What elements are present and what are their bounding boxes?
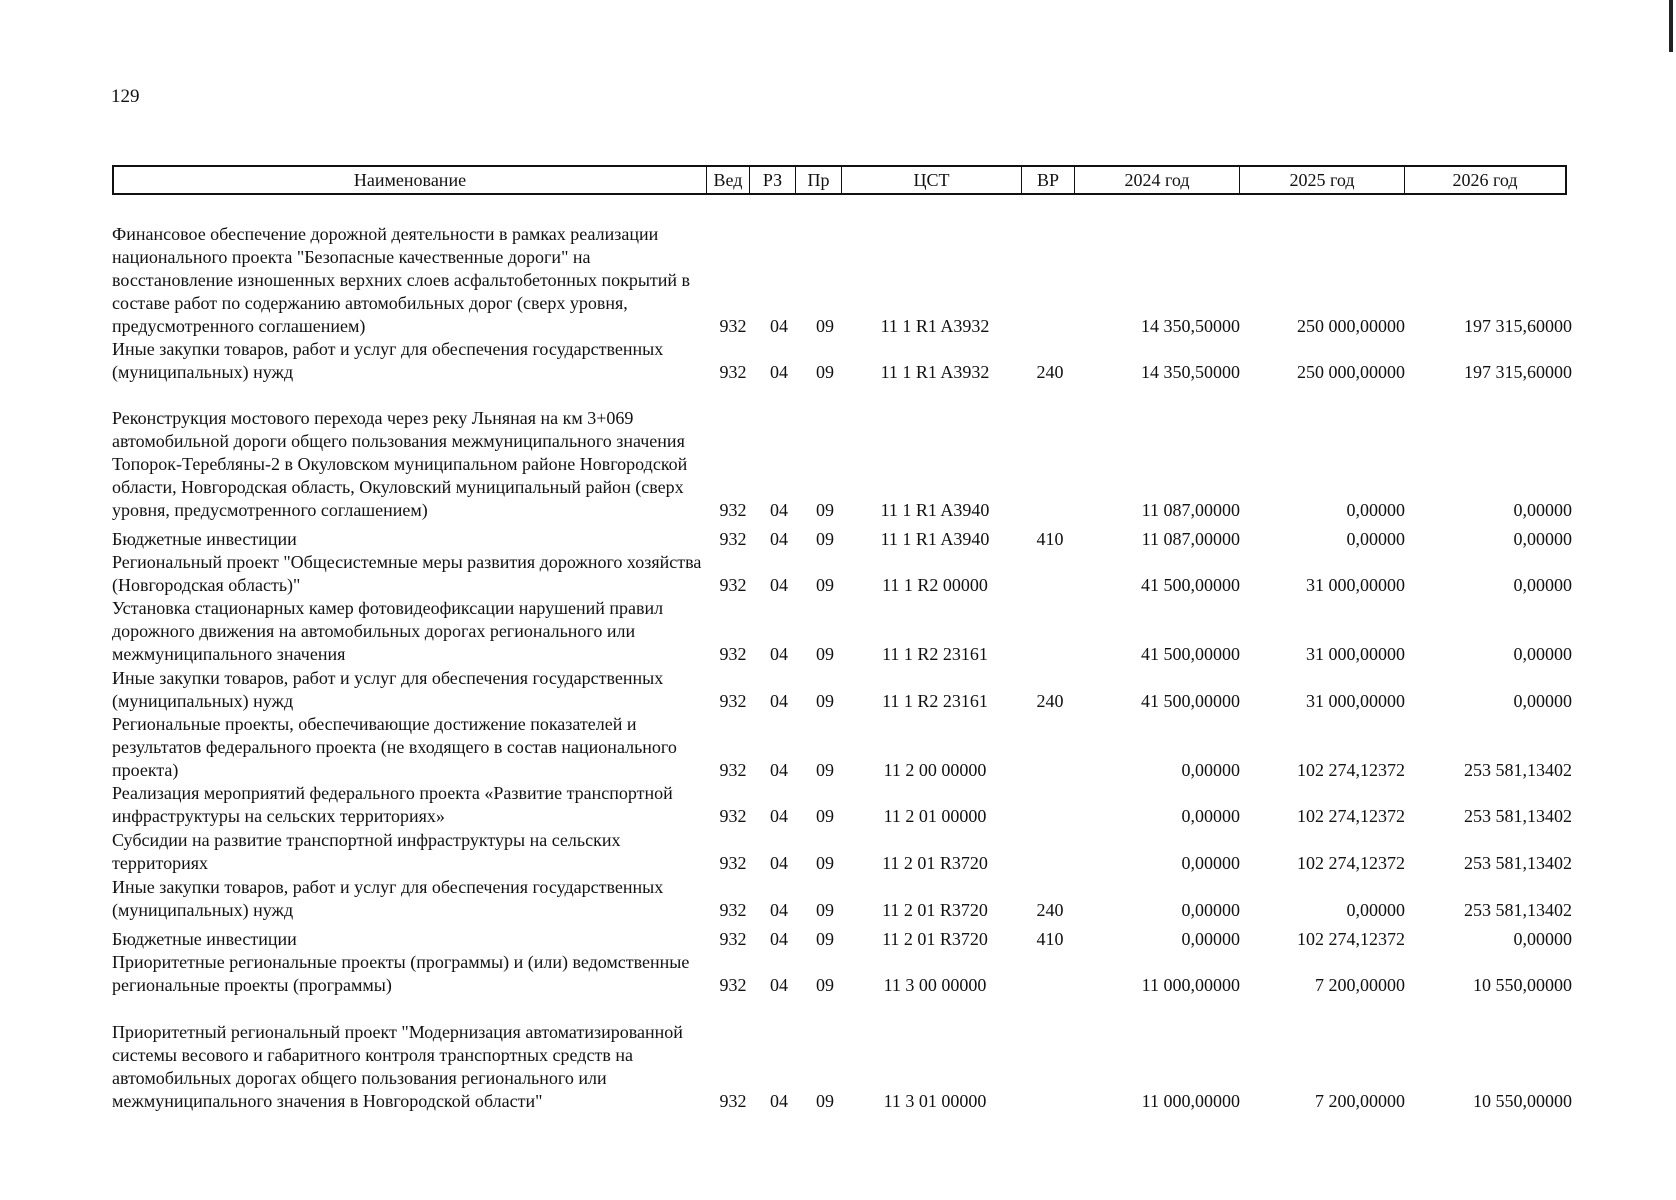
table-row <box>0 666 1676 713</box>
cell-rz: 04 <box>770 900 788 920</box>
table-row <box>0 522 1676 551</box>
table-row <box>0 200 1676 338</box>
header-ved: Вед <box>707 167 750 193</box>
cell-2026: 197 315,60000 <box>1464 362 1572 382</box>
header-vr: ВР <box>1022 167 1075 193</box>
cell-2026: 253 581,13402 <box>1464 760 1572 780</box>
cell-cst: 11 2 01 R3720 <box>882 900 988 920</box>
cell-ved: 932 <box>719 900 747 920</box>
cell-pr: 09 <box>816 853 834 873</box>
row-name: Установка стационарных камер фотовидеофиксации нарушений правил дорожного движения на автомобильных дорогах регионального или межмуниципального значения <box>112 598 664 664</box>
cell-2024: 11 000,00000 <box>1141 975 1240 995</box>
cell-2026: 0,00000 <box>1513 691 1572 711</box>
cell-ved: 932 <box>719 929 747 949</box>
cell-pr: 09 <box>816 529 834 549</box>
cell-2026: 10 550,00000 <box>1473 1091 1572 1111</box>
cell-rz: 04 <box>770 362 788 382</box>
cell-vr: 410 <box>1036 529 1064 549</box>
cell-2024: 11 000,00000 <box>1141 1091 1240 1111</box>
cell-2024: 11 087,00000 <box>1141 529 1240 549</box>
cell-pr: 09 <box>816 691 834 711</box>
header-pr: Пр <box>796 167 842 193</box>
header-rz: РЗ <box>750 167 796 193</box>
cell-rz: 04 <box>770 975 788 995</box>
cell-2026: 253 581,13402 <box>1464 853 1572 873</box>
cell-2024: 0,00000 <box>1181 929 1240 949</box>
table-row <box>0 713 1676 782</box>
table-row <box>0 875 1676 922</box>
table-row <box>0 782 1676 828</box>
cell-rz: 04 <box>770 500 788 520</box>
cell-pr: 09 <box>816 975 834 995</box>
cell-2026: 0,00000 <box>1513 529 1572 549</box>
cell-rz: 04 <box>770 806 788 826</box>
header-cst: ЦСТ <box>842 167 1022 193</box>
cell-cst: 11 1 R1 A3932 <box>880 316 990 336</box>
cell-cst: 11 2 01 R3720 <box>882 853 988 873</box>
cell-2026: 197 315,60000 <box>1464 316 1572 336</box>
header-2024: 2024 год <box>1075 167 1240 193</box>
row-name: Региональные проекты, обеспечивающие достижение показателей и результатов федерального проекта (не входящего в состав национального проекта) <box>112 714 677 780</box>
cell-cst: 11 2 01 R3720 <box>882 929 988 949</box>
row-name: Региональный проект "Общесистемные меры развития дорожного хозяйства (Новгородская область)" <box>112 552 702 595</box>
cell-pr: 09 <box>816 362 834 382</box>
cell-2025: 7 200,00000 <box>1315 975 1405 995</box>
cell-ved: 932 <box>719 362 747 382</box>
table-row <box>0 997 1676 1113</box>
header-name: Наименование <box>114 167 707 193</box>
cell-cst: 11 3 00 00000 <box>883 975 987 995</box>
row-name: Финансовое обеспечение дорожной деятельности в рамках реализации национального проекта "Безопасные качественные дороги" на восстановление изношенных верхних слоев асфальтобетонных покрытий в составе работ по содержанию автомобильных дорог (сверх уровня, предусмотренного соглашением) <box>112 224 691 336</box>
row-name: Бюджетные инвестиции <box>112 929 297 949</box>
row-name: Иные закупки товаров, работ и услуг для обеспечения государственных (муниципальных) нужд <box>112 668 664 711</box>
row-name: Иные закупки товаров, работ и услуг для обеспечения государственных (муниципальных) нужд <box>112 877 664 920</box>
cell-cst: 11 1 R2 23161 <box>882 691 988 711</box>
cell-cst: 11 3 01 00000 <box>883 1091 987 1111</box>
cell-2024: 14 350,50000 <box>1141 362 1240 382</box>
row-name: Иные закупки товаров, работ и услуг для обеспечения государственных (муниципальных) нужд <box>112 339 664 382</box>
header-2025: 2025 год <box>1240 167 1405 193</box>
cell-cst: 11 1 R2 00000 <box>882 575 988 595</box>
cell-2025: 31 000,00000 <box>1306 691 1405 711</box>
cell-2026: 0,00000 <box>1513 575 1572 595</box>
cell-2026: 10 550,00000 <box>1473 975 1572 995</box>
cell-vr: 240 <box>1036 900 1064 920</box>
cell-cst: 11 1 R2 23161 <box>882 644 988 664</box>
cell-2024: 41 500,00000 <box>1141 691 1240 711</box>
cell-cst: 11 1 R1 A3932 <box>880 362 990 382</box>
cell-rz: 04 <box>770 1091 788 1111</box>
cell-2026: 0,00000 <box>1513 929 1572 949</box>
cell-pr: 09 <box>816 500 834 520</box>
cell-2025: 0,00000 <box>1346 529 1405 549</box>
cell-ved: 932 <box>719 691 747 711</box>
cell-2025: 102 274,12372 <box>1297 760 1405 780</box>
cell-2025: 102 274,12372 <box>1297 853 1405 873</box>
cell-vr: 240 <box>1036 691 1064 711</box>
cell-2026: 253 581,13402 <box>1464 806 1572 826</box>
cell-cst: 11 2 00 00000 <box>883 760 987 780</box>
cell-rz: 04 <box>770 529 788 549</box>
cell-pr: 09 <box>816 929 834 949</box>
cell-2024: 41 500,00000 <box>1141 575 1240 595</box>
table-row <box>0 951 1676 997</box>
cell-2025: 250 000,00000 <box>1297 316 1405 336</box>
cell-2025: 102 274,12372 <box>1297 929 1405 949</box>
cell-ved: 932 <box>719 853 747 873</box>
cell-2026: 253 581,13402 <box>1464 900 1572 920</box>
cell-ved: 932 <box>719 760 747 780</box>
cell-2025: 31 000,00000 <box>1306 644 1405 664</box>
cell-ved: 932 <box>719 806 747 826</box>
cell-2025: 250 000,00000 <box>1297 362 1405 382</box>
cell-ved: 932 <box>719 975 747 995</box>
cell-ved: 932 <box>719 529 747 549</box>
table-row <box>0 338 1676 384</box>
table-row <box>0 922 1676 951</box>
row-name: Приоритетные региональные проекты (программы) и (или) ведомственные региональные проекты (программы) <box>112 952 690 995</box>
cell-2024: 0,00000 <box>1181 760 1240 780</box>
cell-pr: 09 <box>816 316 834 336</box>
cell-2025: 0,00000 <box>1346 900 1405 920</box>
cell-rz: 04 <box>770 316 788 336</box>
cell-vr: 240 <box>1036 362 1064 382</box>
table-row <box>0 384 1676 522</box>
row-name: Реализация мероприятий федерального проекта «Развитие транспортной инфраструктуры на сельских территориях» <box>112 783 673 826</box>
cell-2024: 0,00000 <box>1181 900 1240 920</box>
cell-rz: 04 <box>770 853 788 873</box>
cell-2025: 102 274,12372 <box>1297 806 1405 826</box>
cell-2024: 11 087,00000 <box>1141 500 1240 520</box>
cell-pr: 09 <box>816 1091 834 1111</box>
cell-rz: 04 <box>770 760 788 780</box>
cell-2025: 7 200,00000 <box>1315 1091 1405 1111</box>
cell-vr: 410 <box>1036 929 1064 949</box>
cell-2026: 0,00000 <box>1513 500 1572 520</box>
table-row <box>0 828 1676 875</box>
cell-2026: 0,00000 <box>1513 644 1572 664</box>
cell-rz: 04 <box>770 575 788 595</box>
cell-ved: 932 <box>719 575 747 595</box>
cell-rz: 04 <box>770 929 788 949</box>
cell-ved: 932 <box>719 644 747 664</box>
cell-2024: 41 500,00000 <box>1141 644 1240 664</box>
cell-cst: 11 1 R1 A3940 <box>880 529 990 549</box>
cell-rz: 04 <box>770 691 788 711</box>
row-name: Субсидии на развитие транспортной инфраструктуры на сельских территориях <box>112 830 621 873</box>
cell-cst: 11 2 01 00000 <box>883 806 987 826</box>
cell-2024: 0,00000 <box>1181 806 1240 826</box>
header-2026: 2026 год <box>1452 170 1518 190</box>
cell-pr: 09 <box>816 644 834 664</box>
cell-pr: 09 <box>816 900 834 920</box>
cell-2024: 14 350,50000 <box>1141 316 1240 336</box>
cell-ved: 932 <box>719 316 747 336</box>
cell-ved: 932 <box>719 1091 747 1111</box>
cell-rz: 04 <box>770 644 788 664</box>
cell-pr: 09 <box>816 575 834 595</box>
cell-cst: 11 1 R1 A3940 <box>880 500 990 520</box>
table-row <box>0 551 1676 597</box>
cell-pr: 09 <box>816 760 834 780</box>
row-name: Приоритетный региональный проект "Модернизация автоматизированной системы весового и габаритного контроля транспортных средств на автомобильных дорогах общего пользования регионального или межмуниципального значения в Новгородской области" <box>112 1022 683 1111</box>
cell-2024: 0,00000 <box>1181 853 1240 873</box>
row-name: Бюджетные инвестиции <box>112 529 297 549</box>
table-row <box>0 597 1676 666</box>
row-name: Реконструкция мостового перехода через реку Льняная на км 3+069 автомобильной дороги общего пользования межмуниципального значения Топорок-Теребляны-2 в Окуловском муниципальном районе Новгородской области, Новгородская область, Окуловский муниципальный район (сверх уровня, предусмотренного соглашением) <box>112 408 688 520</box>
cell-2025: 0,00000 <box>1346 500 1405 520</box>
page-number: 129 <box>111 86 140 107</box>
cell-2025: 31 000,00000 <box>1306 575 1405 595</box>
cell-ved: 932 <box>719 500 747 520</box>
cell-pr: 09 <box>816 806 834 826</box>
